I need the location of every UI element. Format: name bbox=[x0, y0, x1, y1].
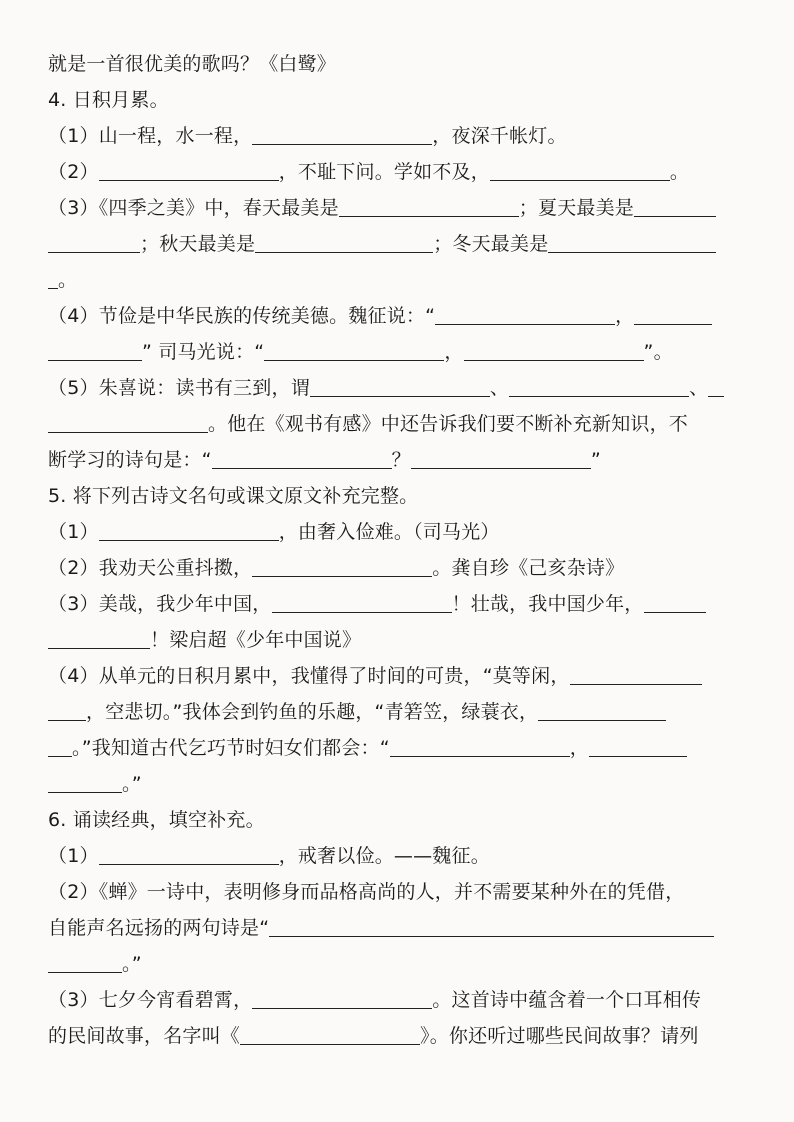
question-5-4-end: 。” bbox=[48, 766, 746, 802]
answer-blank[interactable] bbox=[435, 304, 615, 325]
answer-blank[interactable] bbox=[240, 1024, 420, 1045]
answer-blank[interactable] bbox=[99, 160, 279, 181]
question-4-1: （1）山一程，水一程， ，夜深千帐灯。 bbox=[48, 125, 567, 147]
answer-blank[interactable] bbox=[708, 376, 724, 397]
question-5-4-cont: ，空悲切。”我体会到钓鱼的乐趣，“青箬笠，绿蓑衣， bbox=[48, 694, 746, 730]
answer-blank[interactable] bbox=[634, 304, 712, 325]
question-6-2-cont: 自能声名远扬的两句诗是“ bbox=[48, 910, 746, 946]
question-6-3-cont: 的民间故事，名字叫《 》。你还听过哪些民间故事？请列 bbox=[48, 1025, 699, 1047]
answer-blank[interactable] bbox=[272, 592, 452, 613]
answer-blank[interactable] bbox=[548, 232, 716, 253]
answer-blank[interactable] bbox=[252, 556, 432, 577]
question-4-3-cont: ；秋天最美是 ；冬天最美是 bbox=[48, 226, 746, 262]
answer-blank[interactable] bbox=[269, 916, 714, 937]
answer-blank[interactable] bbox=[48, 268, 58, 289]
question-4-5-cont: 。他在《观书有感》中还告诉我们要不断补充新知识，不 bbox=[48, 406, 746, 442]
answer-blank[interactable] bbox=[390, 736, 570, 757]
question-4-3: （3）《四季之美》中，春天最美是 ；夏天最美是 bbox=[48, 190, 746, 226]
text-line: 就是一首很优美的歌吗？《白鹭》 bbox=[48, 53, 337, 75]
section-heading-4: 4. 日积月累。 bbox=[48, 89, 169, 111]
answer-blank[interactable] bbox=[252, 124, 432, 145]
answer-blank[interactable] bbox=[48, 412, 208, 433]
question-6-2: （2）《蝉》一诗中，表明修身而品格高尚的人，并不需要某种外在的凭借， bbox=[48, 881, 685, 903]
answer-blank[interactable] bbox=[310, 376, 490, 397]
answer-blank[interactable] bbox=[464, 340, 644, 361]
answer-blank[interactable] bbox=[255, 232, 433, 253]
answer-blank[interactable] bbox=[634, 196, 716, 217]
answer-blank[interactable] bbox=[48, 736, 72, 757]
question-5-2: （2）我劝天公重抖擞， 。龚自珍《己亥杂诗》 bbox=[48, 557, 625, 579]
answer-blank[interactable] bbox=[644, 592, 706, 613]
question-6-3: （3）七夕今宵看碧霄， 。这首诗中蕴含着一个口耳相传 bbox=[48, 989, 702, 1011]
question-6-1: （1） ，戒奢以俭。——魏征。 bbox=[48, 845, 490, 867]
answer-blank[interactable] bbox=[490, 160, 670, 181]
question-5-3: （3）美哉，我少年中国， ！壮哉，我中国少年， bbox=[48, 586, 746, 622]
question-5-1: （1） ，由奢入俭难。（司马光） bbox=[48, 521, 500, 543]
answer-blank[interactable] bbox=[509, 376, 689, 397]
section-heading-5: 5. 将下列古诗文名句或课文原文补充完整。 bbox=[48, 485, 419, 507]
answer-blank[interactable] bbox=[264, 340, 444, 361]
question-5-3-cont: ！梁启超《少年中国说》 bbox=[48, 622, 746, 658]
answer-blank[interactable] bbox=[339, 196, 519, 217]
answer-blank[interactable] bbox=[48, 340, 142, 361]
answer-blank[interactable] bbox=[99, 844, 279, 865]
section-heading-6: 6. 诵读经典，填空补充。 bbox=[48, 809, 265, 831]
question-4-4: （4）节俭是中华民族的传统美德。魏征说：“ ， bbox=[48, 298, 746, 334]
question-4-4-cont: ” 司马光说：“ ， ”。 bbox=[48, 334, 746, 370]
answer-blank[interactable] bbox=[48, 700, 86, 721]
question-4-3-end: 。 bbox=[48, 262, 746, 298]
question-6-2-end: 。” bbox=[48, 946, 746, 982]
question-5-4: （4）从单元的日积月累中，我懂得了时间的可贵，“莫等闲， bbox=[48, 658, 746, 694]
answer-blank[interactable] bbox=[589, 736, 687, 757]
question-4-2: （2） ，不耻下问。学如不及， 。 bbox=[48, 161, 690, 183]
answer-blank[interactable] bbox=[48, 232, 140, 253]
answer-blank[interactable] bbox=[48, 952, 122, 973]
answer-blank[interactable] bbox=[48, 772, 122, 793]
answer-blank[interactable] bbox=[411, 448, 591, 469]
question-4-5: （5）朱喜说：读书有三到，谓 、 、 bbox=[48, 370, 746, 406]
answer-blank[interactable] bbox=[570, 664, 702, 685]
answer-blank[interactable] bbox=[252, 988, 432, 1009]
question-4-5-end: 断学习的诗句是：“ ？ ” bbox=[48, 449, 601, 471]
answer-blank[interactable] bbox=[538, 700, 666, 721]
question-5-4-cont2: 。”我知道古代乞巧节时妇女们都会：“ ， bbox=[48, 730, 746, 766]
answer-blank[interactable] bbox=[99, 520, 279, 541]
answer-blank[interactable] bbox=[48, 628, 150, 649]
answer-blank[interactable] bbox=[212, 448, 392, 469]
